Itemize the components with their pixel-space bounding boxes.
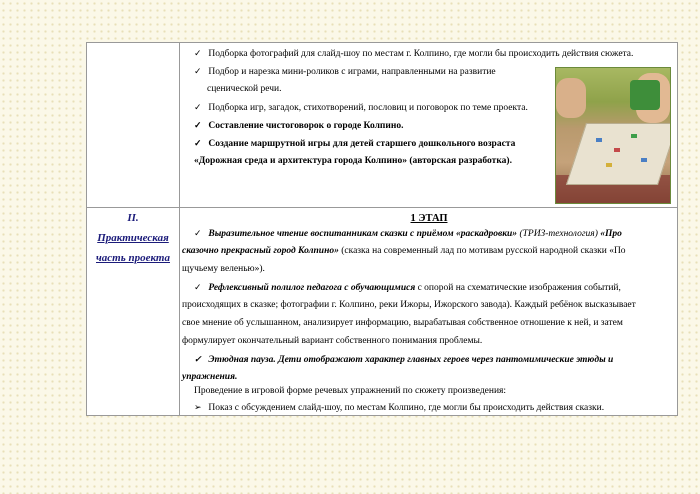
project-table bbox=[86, 42, 678, 416]
check-icon: ✓ bbox=[194, 102, 202, 112]
paragraph-line: ➢ Показ с обсуждением слайд-шоу, по местам Колпино, где могли бы происходить действия сказки. bbox=[194, 398, 604, 417]
list-item-text: Создание маршрутной игры для детей старшего дошкольного возраста bbox=[208, 139, 516, 149]
paragraph-line: сказочно прекрасный город Колпино» (сказка на современный лад по мотивам русской народной сказки «По bbox=[182, 246, 626, 256]
paragraph-line: Проведение в игровой форме речевых упражнений по сюжету произведения: bbox=[194, 386, 507, 396]
arrow-icon: ➢ bbox=[194, 402, 202, 412]
stage-cell bbox=[180, 208, 678, 416]
check-icon: ✓ bbox=[194, 66, 202, 76]
check-icon: ✓ bbox=[194, 120, 202, 130]
check-icon: ✓ bbox=[194, 354, 202, 364]
list-item bbox=[194, 119, 403, 133]
check-icon: ✓ bbox=[194, 228, 202, 238]
paragraph-line: щучьему веленью»). bbox=[182, 264, 265, 274]
list-item-text: Подборка фотографий для слайд-шоу по местам г. Колпино, где могли бы происходить действия сюжета. bbox=[208, 49, 634, 59]
list-item bbox=[194, 101, 528, 115]
list-item bbox=[194, 137, 515, 151]
check-icon: ✓ bbox=[194, 282, 202, 292]
list-item-text: Подбор и нарезка мини-роликов с играми, направленными на развитие bbox=[208, 67, 496, 77]
list-item-continuation: «Дорожная среда и архитектура города Колпино» (авторская разработка). bbox=[194, 156, 512, 166]
section-numeral: II. bbox=[127, 212, 139, 224]
list-item-continuation: сценической речи. bbox=[207, 84, 282, 94]
stage-title: 1 ЭТАП bbox=[410, 213, 448, 224]
paragraph-line: ✓ Рефлексивный полилог педагога с обучающимися с опорой на схематические изображения событий, bbox=[194, 278, 621, 297]
list-item-text: Подборка игр, загадок, стихотворений, пословиц и поговорок по теме проекта. bbox=[208, 103, 528, 113]
paragraph-line: ✓ Этюдная пауза. Дети отображают характер главных героев через пантомимические этюды и bbox=[194, 350, 613, 369]
list-item bbox=[194, 65, 496, 79]
section-title-line1: Практическая bbox=[97, 232, 169, 244]
check-icon: ✓ bbox=[194, 138, 202, 148]
section-heading-cell bbox=[87, 208, 179, 416]
paragraph-line: происходящих в сказке; фотографии г. Колпино, реки Ижоры, Ижорского завода). Каждый ребёнок высказывает bbox=[182, 300, 636, 310]
paragraph-line: ✓ Выразительное чтение воспитанникам сказки с приёмом «раскадровки» (ТРИЗ-технология) «Про bbox=[194, 224, 622, 243]
list-item-text: Составление чистоговорок о городе Колпино. bbox=[208, 121, 404, 131]
paragraph-line: упражнения. bbox=[182, 372, 238, 382]
paragraph-line: формулирует окончательный вариант собственного понимания проблемы. bbox=[182, 336, 483, 346]
list-item bbox=[194, 47, 633, 61]
check-icon: ✓ bbox=[194, 48, 202, 58]
section-title-line2: часть проекта bbox=[96, 252, 170, 264]
children-playing-photo bbox=[555, 67, 671, 204]
paragraph-line: свое мнение об услышанном, анализирует информацию, вырабатывая собственное отношение к ней, и затем bbox=[182, 318, 623, 328]
